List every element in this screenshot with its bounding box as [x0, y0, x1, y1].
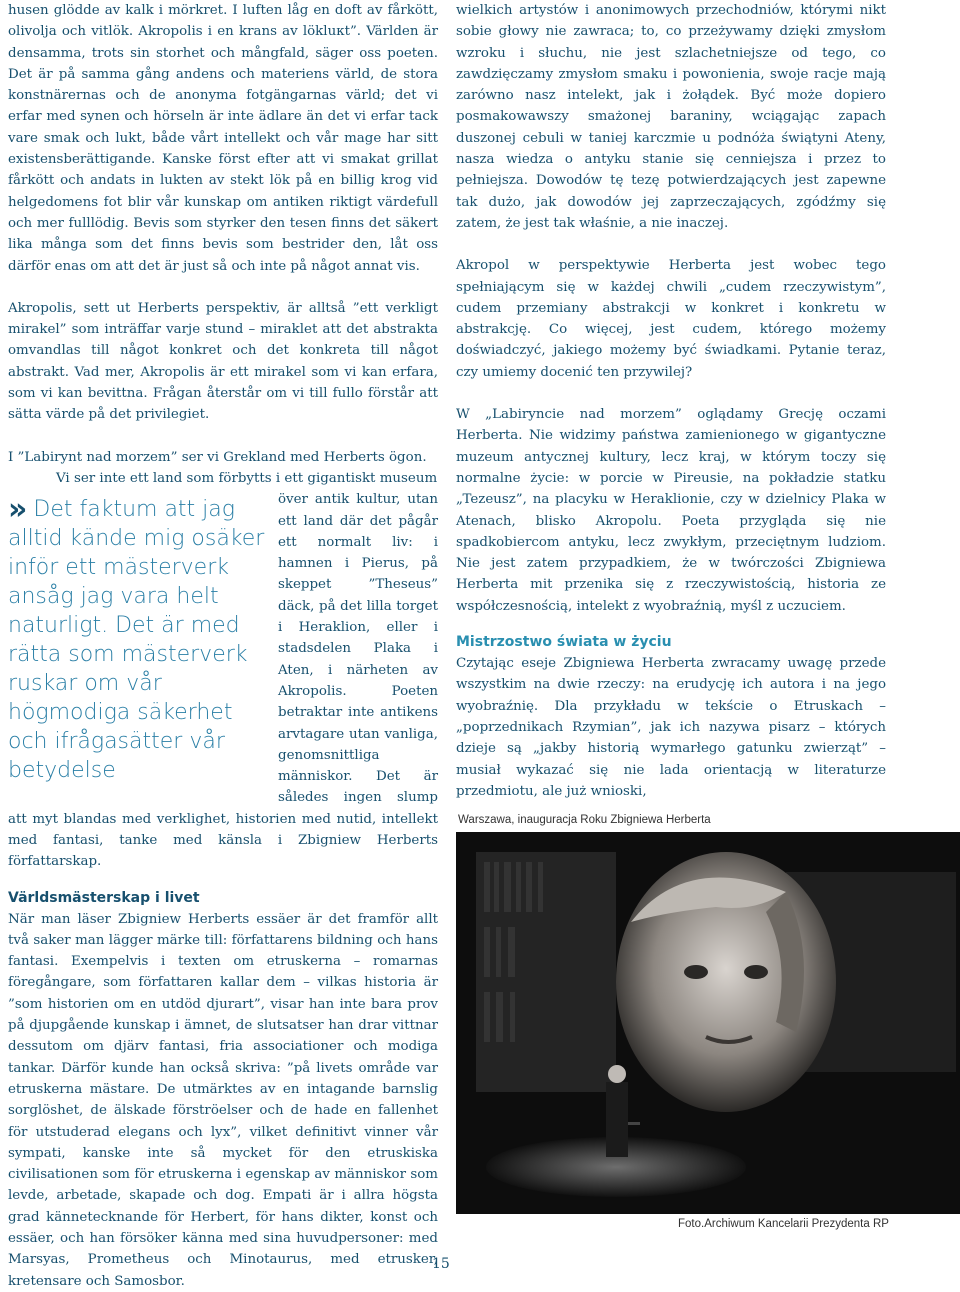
right-subheading: Mistrzostwo świata w życiu	[456, 634, 672, 651]
left-paragraph-1: husen glödde av kalk i mörkret. I luften låg en doft av fårkött, olivolja och vitlök. Akropolis i en krans av lökluкt”. Världen är densamma, trots sin storhet och mångfald, säger oss poeten. Det är på samma gång andens och materiens värld, de stora konstnärernas och de anonyma fotgängarnas värld; det vi erfar med synen och hörseln är inte ädlare än det vi erfar tack vare smak och lukt, både vårt intellekt och vår mage har sitt existensberättigande. Kanske först efter att vi smakat grillat fårkött och andats in lukten av stekt lök på en billig krog vid helgedomens fot blir vår kunskap om antiken riktigt värdefull och mer fulllödig. Bevis som styrker den tesen finns det säkert lika många som det finns bevis som bestrider den, låt oss därför enas om att det är just så och inte på något annat vis.	[8, 3, 438, 274]
right-column	[456, 0, 886, 802]
right-paragraph-4: Czytając eseje Zbigniewa Herberta zwracamy uwagę przede wszystkim na dwie rzeczy: na erudycję ich autora i na jego wyobraźnię. Dla przykładu w tekście o Etruskach – „poprzednikach Rzymian”, jak ich nazywa pisarz – których dzieje są „jakby historią wymarłego gatunku zwierząt” – musiał wykazać się nie lada orientacją w literaturze przedmiotu, ale już wnioski,	[456, 656, 886, 799]
quote-mark-icon: »	[8, 492, 28, 528]
pull-quote	[8, 492, 268, 785]
left-paragraph-3-line2: Vi ser inte ett land som förbytts i ett gigantiskt museum	[56, 470, 438, 486]
stage-photo	[456, 832, 960, 1214]
left-subheading: Världsmästerskap i livet	[8, 889, 200, 906]
photo-caption: Warszawa, inauguracja Roku Zbigniewa Herberta	[458, 814, 711, 826]
right-paragraph-1: wielkich artystów i anonimowych przechodniów, którymi nikt sobie głowy nie zawraca; to, co przeżywamy dzięki zmysłom wzroku i słuchu, nie jest szlachetniejsze od tego, co zawdzięczamy zmysłom smaku i powonienia, swoje racje mają zarówno nasz intelekt, jak i żołądek. Być może dopiero posmakowawszy smażonej baraniny, wciągając zapach duszonej cebuli w taniej karczmie u podnóża świątyni Ateny, nasza wiedza o antyku stanie się cenniejsza i przez to pełniejsza. Dowodów tę tezę potwierdzających jest zapewne tak dużo, jak dowodów jej zaprzeczających, zgódźmy się zatem, że jest tak właśnie, a nie inaczej.	[456, 3, 886, 231]
left-paragraph-3-body: över antik kultur, utan ett land där det pågår ett normalt liv: i hamnen i Pierus, på skeppet ”Theseus” däck, på det lilla torget i Heraklion, eller i stadsdelen Plaka i Aten, i närheten av Akropolis. Poeten betraktar inte antikens arvtagare utan vanliga, genomsnittliga människor. Det är således ingen slump att myt blandas med verklighet, historien med nutid, intellekt med fantasi, tanke med känsla i Zbigniew Herberts författarskap.	[8, 492, 438, 870]
left-paragraph-2: Akropolis, sett ut Herberts perspektiv, är alltså ”ett verkligt mirakel” som inträffar varje stund – miraklet att det abstrakta omvandlas till något konkret och det konkreta till något abstrakt. Vad mer, Akropolis är ett mirakel som vi kan erfara, som vi kan bevittna. Frågan återstår om vi till fullo förstår att sätta värde på det privilegiet.	[8, 300, 438, 423]
stage-photo-image	[456, 832, 960, 1214]
left-paragraph-3-line1: I ”Labirynt nad morzem” ser vi Grekland med Herberts ögon.	[8, 449, 427, 465]
photo-credit: Foto.Archiwum Kancelarii Prezydenta RP	[678, 1218, 889, 1230]
left-paragraph-4: När man läser Zbigniew Herberts essäer är det framför allt två saker man lägger märke till: författarens bildning och hans fantasi. Exempelvis i texten om etruskerna – romarnas föregångare, som författaren kallar dem – vilkas historia är ”som historien om en utdöd djurart”, visar han inte bara prov på djupgående kunskap i ämnet, de slutsatser han drar vittnar dessutom om djärv fantasi, fria associationer och modiga tankar. Därför kunde han också skriva: ”på livets område var etruskerna mästare. De utmärktes av en intagande barnslig sorglöshet, de älskade förströelser och de hade en fallenhet för utstuderad elegans och lyx”, vilket definitivt vinner vår sympati, kanske inte så mycket för den etruskiska civilisationen som för etruskerna i egenskap av människor som levde, arbetade, skapade och dog. Empati är i allra högsta grad kännetecknande för Herbert, för hans dikter, konst och essäer, och han försöker känna med sina huvudpersoner: med Marsyas, Prometheus och Minotaurus, med etrusker, kretensare och Samosbor.	[8, 911, 438, 1289]
right-paragraph-2: Akropol w perspektywie Herberta jest wobec tego spełniającym się w każdej chwili „cudem rzeczywistym”, cudem przemiany abstrakcji w konkret i konkretu w abstrakcję. Co więcej, jest cudem, którego możemy doświadczyć, jakiego możemy być świadkami. Pytanie teraz, czy umiemy docenić ten przywilej?	[456, 258, 886, 380]
right-paragraph-3: W „Labiryncie nad morzem” oglądamy Grecję oczami Herberta. Nie widzimy państwa zamienionego w gigantyczne muzeum antycznej kultury, lecz kraj, w którym toczy się normalne życie: w porcie w Pireusie, na pokładzie statku „Tezeusz”, na placyku w Heraklionie, czy w dzielnicy Plaka w Atenach, blisko Akropolu. Poeta przygląda się nie spadkobiercom antyku, lecz zwykłym, przeciętnym ludziom. Nie jest zatem przypadkiem, że w twórczości Zbigniewa Herberta mit przenika się z rzeczywistością, historia ze współczesnością, intelekt z wyobraźnią, myśl z uczuciem.	[456, 407, 886, 614]
pull-quote-block	[8, 489, 438, 872]
left-column	[8, 0, 438, 1292]
pull-quote-text: Det faktum att jag alltid kände mig osäker inför ett mästerverk ansåg jag vara helt naturligt. Det är med rätta som mästerverk ruskar om vår högmodiga säkerhet och ifrågasätter vår betydelse	[8, 497, 265, 784]
page-number: 15	[432, 1256, 450, 1272]
